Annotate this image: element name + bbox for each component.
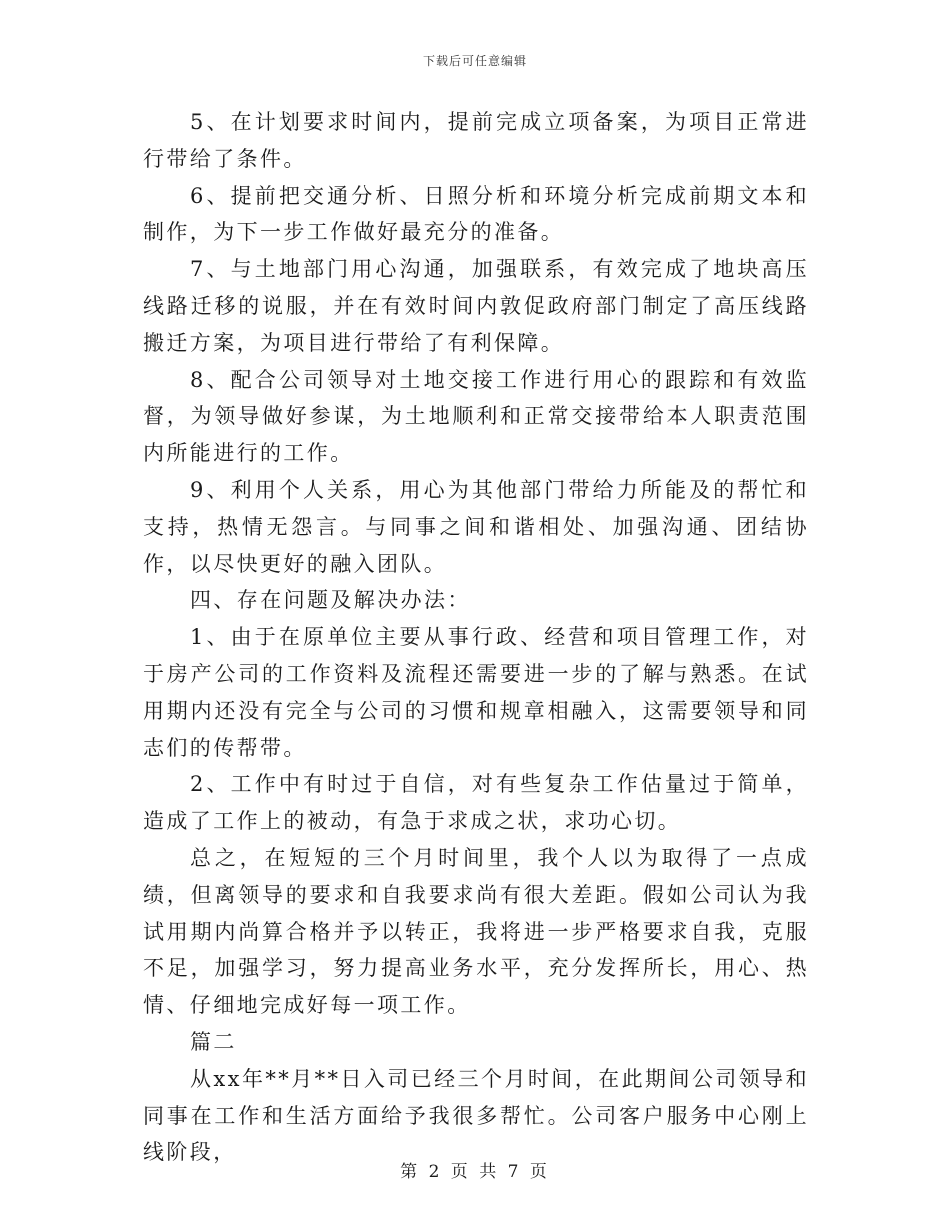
problem-item-2: 2、工作中有时过于自信，对有些复杂工作估量过于简单，造成了工作上的被动，有急于求成之状，求功心切。 bbox=[143, 772, 809, 834]
paragraph-item-6: 6、提前把交通分析、日照分析和环境分析完成前期文本和制作，为下一步工作做好最充分的准备。 bbox=[143, 183, 809, 245]
part-two-intro-paragraph: 从xx年**月**日入司已经三个月时间，在此期间公司领导和同事在工作和生活方面给予我很多帮忙。公司客户服务中心刚上线阶段， bbox=[143, 1066, 809, 1165]
problem-item-1: 1、由于在原单位主要从事行政、经营和项目管理工作，对于房产公司的工作资料及流程还需要进一步的了解与熟悉。在试用期内还没有完全与公司的习惯和规章相融入，这需要领导和同志们的传帮带。 bbox=[143, 625, 809, 760]
document-body bbox=[143, 104, 809, 1171]
paragraph-item-9: 9、利用个人关系，用心为其他部门带给力所能及的帮忙和支持，热情无怨言。与同事之间和谐相处、加强沟通、团结协作，以尽快更好的融入团队。 bbox=[143, 477, 809, 576]
page-header-note: 下载后可任意编辑 bbox=[422, 54, 527, 68]
summary-paragraph: 总之，在短短的三个月时间里，我个人以为取得了一点成绩，但离领导的要求和自我要求尚有很大差距。假如公司认为我试用期内尚算合格并予以转正，我将进一步严格要求自我，克服不足，加强学习，努力提高业务水平，充分发挥所长，用心、热情、仔细地完成好每一项工作。 bbox=[143, 845, 809, 1018]
section-title-part-two: 篇二 bbox=[190, 1029, 237, 1054]
paragraph-item-5: 5、在计划要求时间内，提前完成立项备案，为项目正常进行带给了条件。 bbox=[143, 110, 809, 171]
paragraph-item-7: 7、与土地部门用心沟通，加强联系，有效完成了地块高压线路迁移的说服，并在有效时间内敦促政府部门制定了高压线路搬迁方案，为项目进行带给了有利保障。 bbox=[143, 257, 809, 355]
paragraph-item-8: 8、配合公司领导对土地交接工作进行用心的跟踪和有效监督，为领导做好参谋，为土地顺利和正常交接带给本人职责范围内所能进行的工作。 bbox=[143, 367, 809, 466]
section-heading-problems: 四、存在问题及解决办法： bbox=[190, 588, 471, 613]
page-number-footer: 第 2 页 共 7 页 bbox=[400, 1162, 550, 1182]
